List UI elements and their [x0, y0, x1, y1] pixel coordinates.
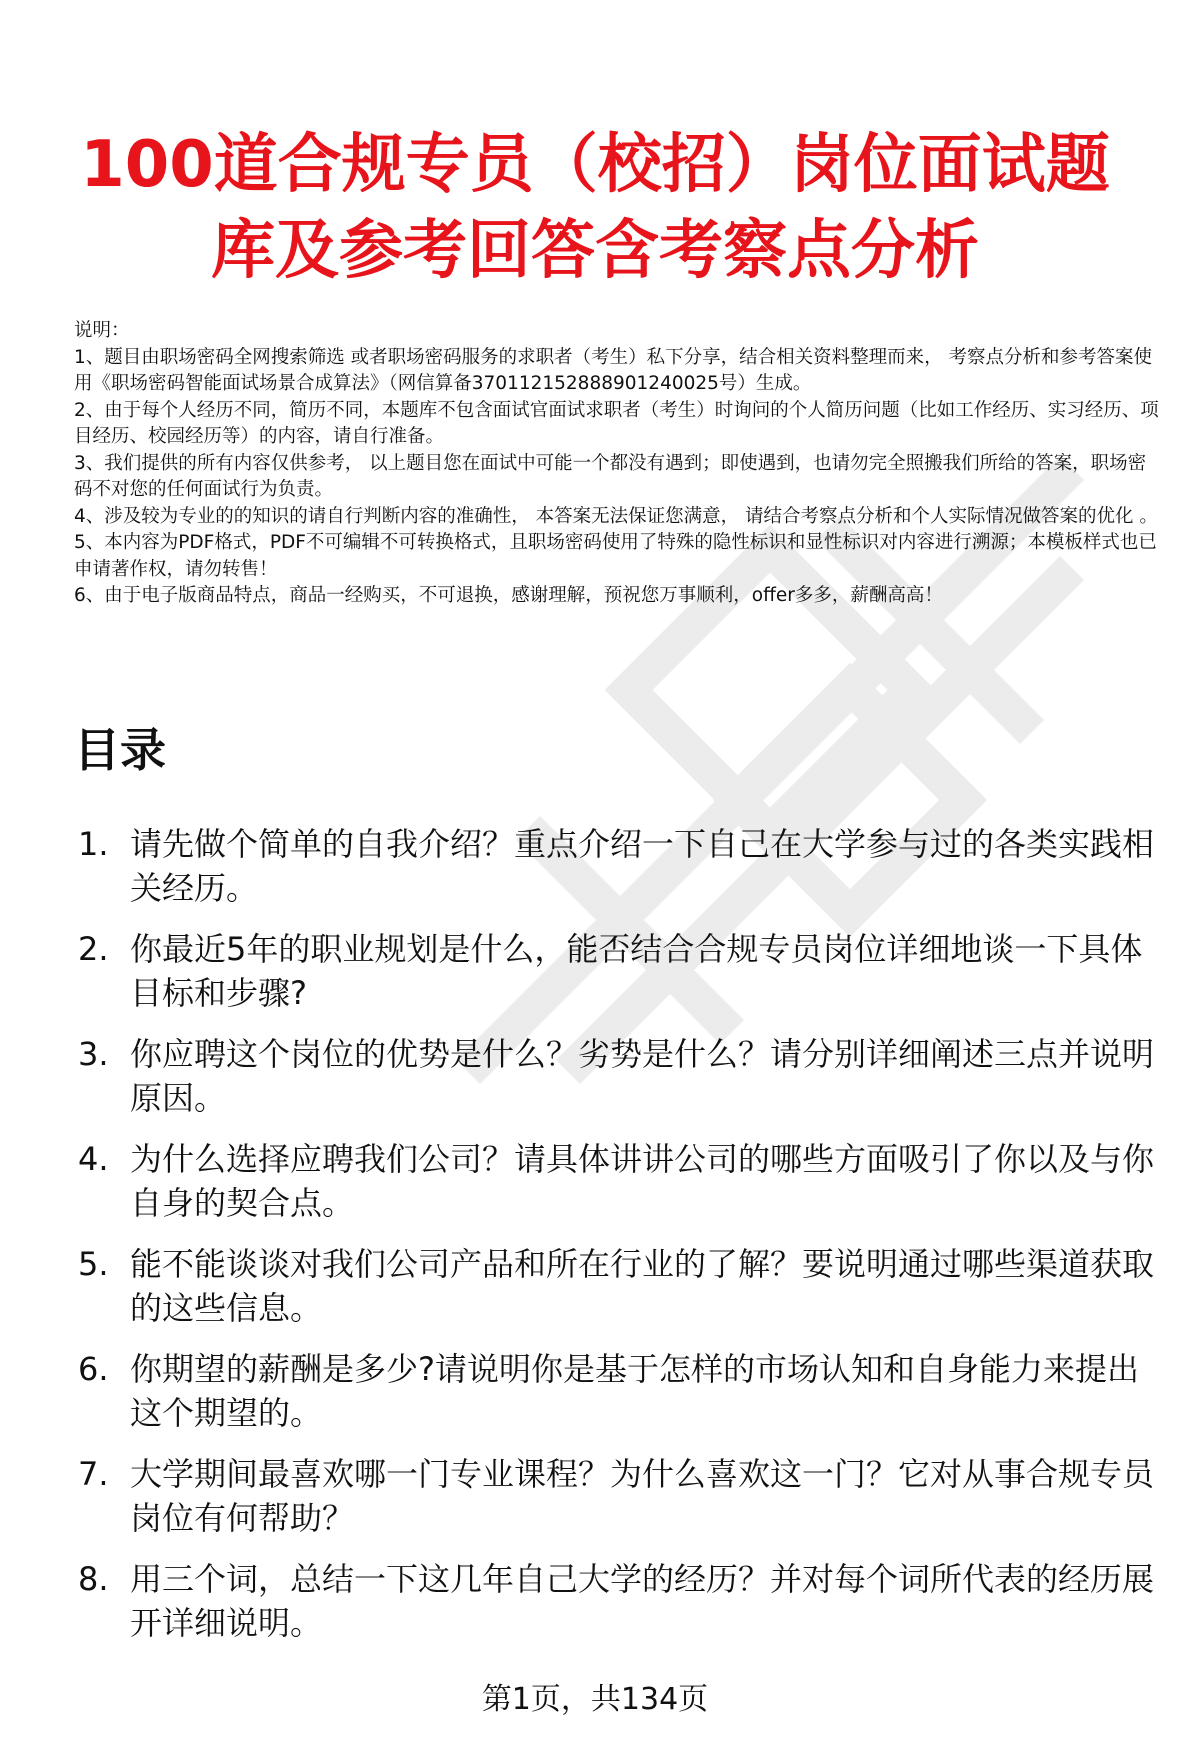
page-number: 第1页，共134页	[481, 1682, 709, 1717]
title-line-1: 100道合规专员（校招）岗位面试题	[80, 128, 1110, 202]
toc-item-text: 能不能谈谈对我们公司产品和所在行业的了解？要说明通过哪些渠道获取的这些信息。	[130, 1245, 1155, 1327]
toc-item[interactable]	[78, 927, 1158, 1015]
toc-item-text: 大学期间最喜欢哪一门专业课程？为什么喜欢这一门？它对从事合规专员岗位有何帮助？	[130, 1455, 1155, 1537]
title-line-2: 库及参考回答含考察点分析	[211, 214, 979, 288]
toc-item-text: 你最近5年的职业规划是什么，能否结合合规专员岗位详细地谈一下具体目标和步骤?	[130, 930, 1143, 1012]
toc-item[interactable]	[78, 1032, 1158, 1120]
toc-item-number: 6.	[78, 1350, 109, 1388]
notes-heading: 说明：	[74, 320, 130, 341]
note-item-4: 4、涉及较为专业的的知识的请自行判断内容的准确性， 本答案无法保证您满意， 请结合考察点分析和个人实际情况做答案的优化 。	[74, 505, 1158, 527]
toc-item-number: 4.	[78, 1140, 109, 1178]
toc-item-text: 用三个词，总结一下这几年自己大学的经历？并对每个词所代表的经历展开详细说明。	[130, 1560, 1155, 1642]
toc-item[interactable]	[78, 1347, 1158, 1435]
toc-item-text: 为什么选择应聘我们公司？请具体讲讲公司的哪些方面吸引了你以及与你自身的契合点。	[130, 1140, 1155, 1222]
toc-item-number: 2.	[78, 930, 109, 968]
toc-item[interactable]	[78, 1557, 1158, 1645]
toc-item-number: 5.	[78, 1245, 109, 1283]
note-item-5: 5、本内容为PDF格式，PDF不可编辑不可转换格式，且职场密码使用了特殊的隐性标识和显性标识对内容进行溯源；本模板样式也已申请著作权，请勿转售！	[74, 532, 1157, 580]
note-item-2: 2、由于每个人经历不同，简历不同，本题库不包含面试官面试求职者（考生）时询问的个人简历问题（比如工作经历、实习经历、项目经历、校园经历等）的内容，请自行准备。	[74, 399, 1159, 447]
toc-item-number: 1.	[78, 825, 109, 863]
note-item-3: 3、我们提供的所有内容仅供参考， 以上题目您在面试中可能一个都没有遇到；即使遇到，也请勿完全照搬我们所给的答案，职场密码不对您的任何面试行为负责。	[74, 452, 1147, 500]
toc-item-text: 你应聘这个岗位的优势是什么？劣势是什么？请分别详细阐述三点并说明原因。	[130, 1035, 1155, 1117]
note-item-1: 1、题目由职场密码全网搜索筛选 或者职场密码服务的求职者（考生）私下分享，结合相关资料整理而来， 考察点分析和参考答案使用《职场密码智能面试场景合成算法》（网信算备370112152888901240025号）生成。	[74, 346, 1153, 394]
notes-section	[74, 318, 1164, 610]
toc-item[interactable]	[78, 822, 1158, 910]
toc-list	[78, 822, 1158, 1662]
toc-item-number: 3.	[78, 1035, 109, 1073]
toc-item-text: 请先做个简单的自我介绍？重点介绍一下自己在大学参与过的各类实践相关经历。	[130, 825, 1155, 907]
document-title	[60, 122, 1130, 294]
toc-item-number: 8.	[78, 1560, 109, 1598]
note-item-6: 6、由于电子版商品特点，商品一经购买，不可退换，感谢理解，预祝您万事顺利，offer多多，薪酬高高！	[74, 585, 943, 606]
toc-heading: 目录	[74, 723, 166, 777]
toc-item[interactable]	[78, 1242, 1158, 1330]
toc-item[interactable]	[78, 1137, 1158, 1225]
toc-item[interactable]	[78, 1452, 1158, 1540]
toc-item-number: 7.	[78, 1455, 109, 1493]
toc-item-text: 你期望的薪酬是多少?请说明你是基于怎样的市场认知和自身能力来提出这个期望的。	[130, 1350, 1139, 1432]
